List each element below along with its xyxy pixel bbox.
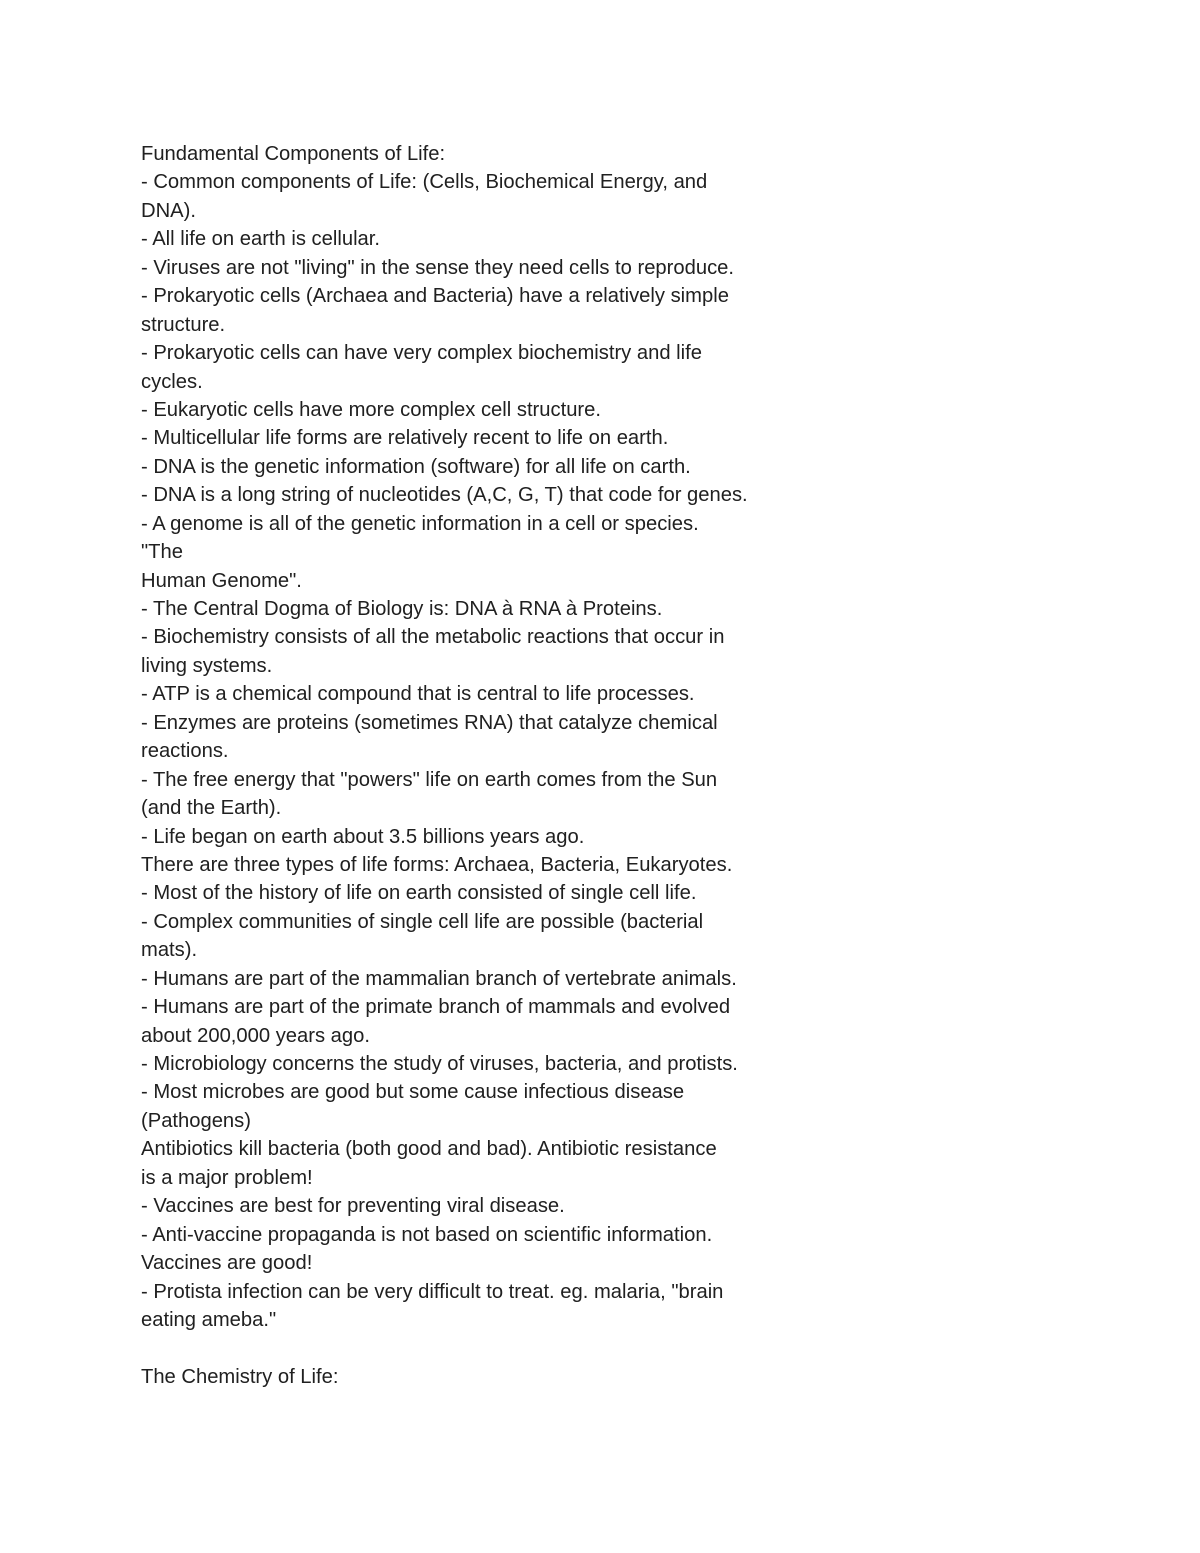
text-line: - Common components of Life: (Cells, Biochemical Energy, and — [141, 171, 708, 194]
text-line: (and the Earth). — [141, 797, 282, 820]
text-line: is a major problem! — [141, 1166, 313, 1189]
text-line: - Most of the history of life on earth consisted of single cell life. — [141, 882, 697, 905]
text-line: eating ameba." — [141, 1308, 277, 1331]
text-line: structure. — [141, 313, 226, 336]
text-line: - ATP is a chemical compound that is central to life processes. — [141, 683, 695, 706]
text-line: - Protista infection can be very difficult to treat. eg. malaria, "brain — [141, 1280, 724, 1303]
text-line: Human Genome". — [141, 569, 302, 592]
text-line: - Multicellular life forms are relatively recent to life on earth. — [141, 427, 669, 450]
section-heading-fundamental-components: Fundamental Components of Life: — [141, 143, 446, 165]
text-line: Vaccines are good! — [141, 1252, 313, 1275]
text-line: - Prokaryotic cells (Archaea and Bacteria) have a relatively simple — [141, 285, 729, 308]
text-line: There are three types of life forms: Archaea, Bacteria, Eukaryotes. — [141, 853, 733, 876]
text-line: - Humans are part of the primate branch of mammals and evolved — [141, 996, 731, 1019]
text-line: - Complex communities of single cell life are possible (bacterial — [141, 910, 704, 933]
text-line: - The Central Dogma of Biology is: DNA à RNA à Proteins. — [141, 598, 663, 620]
text-line: - DNA is a long string of nucleotides (A,C, G, T) that code for genes. — [141, 484, 748, 507]
text-line: - Anti-vaccine propaganda is not based on scientific information. — [141, 1223, 713, 1246]
text-line: living systems. — [141, 654, 273, 677]
text-line: - Life began on earth about 3.5 billions years ago. — [141, 825, 585, 848]
text-line: - Eukaryotic cells have more complex cell structure. — [141, 398, 601, 421]
text-line: DNA). — [141, 199, 196, 222]
text-line: - Most microbes are good but some cause infectious disease — [141, 1081, 685, 1104]
text-line: - Biochemistry consists of all the metabolic reactions that occur in — [141, 626, 725, 649]
text-line: - Microbiology concerns the study of viruses, bacteria, and protists. — [141, 1053, 738, 1075]
text-line: - A genome is all of the genetic information in a cell or species. — [141, 512, 699, 535]
text-line: cycles. — [141, 370, 203, 393]
text-line: - Enzymes are proteins (sometimes RNA) that catalyze chemical — [141, 711, 718, 734]
text-line: Antibiotics kill bacteria (both good and bad). Antibiotic resistance — [141, 1138, 717, 1161]
text-line: - Viruses are not "living" in the sense they need cells to reproduce. — [141, 256, 734, 279]
text-line: "The — [141, 541, 183, 564]
text-line: - Prokaryotic cells can have very complex biochemistry and life — [141, 342, 702, 365]
blank-line — [141, 1334, 821, 1362]
text-line: mats). — [141, 939, 198, 962]
document-body — [141, 140, 821, 1391]
text-line: - Vaccines are best for preventing viral disease. — [141, 1195, 565, 1218]
text-line: - The free energy that "powers" life on earth comes from the Sun — [141, 768, 718, 791]
text-line: - Humans are part of the mammalian branch of vertebrate animals. — [141, 967, 737, 990]
text-line: about 200,000 years ago. — [141, 1024, 370, 1047]
section-heading-chemistry-of-life: The Chemistry of Life: — [141, 1365, 339, 1388]
text-line: (Pathogens) — [141, 1109, 251, 1132]
text-line: reactions. — [141, 740, 229, 763]
text-line: - All life on earth is cellular. — [141, 228, 380, 251]
text-line: - DNA is the genetic information (software) for all life on carth. — [141, 455, 691, 478]
